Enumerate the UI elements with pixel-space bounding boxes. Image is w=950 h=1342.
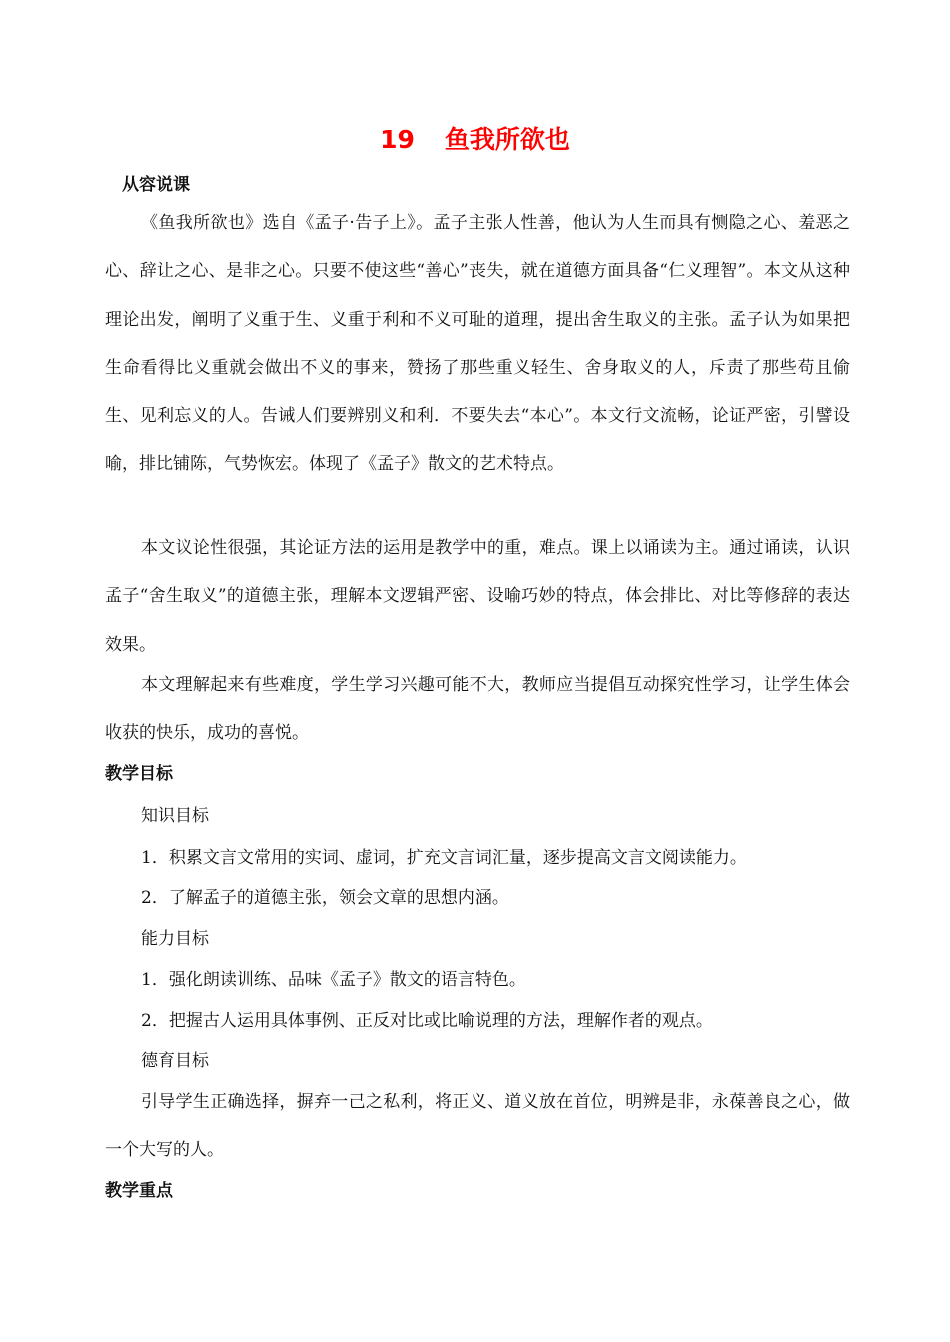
lesson-number: 19: [380, 125, 415, 154]
moral-goal-text: 引导学生正确选择，摒弃一己之私利，将正义、道义放在首位，明辨是非，永葆善良之心，做一个大写的人。: [105, 1092, 850, 1161]
ability-goals-label: 能力目标: [141, 929, 209, 949]
lesson-title: 鱼我所欲也: [444, 125, 570, 154]
knowledge-goal-item-2: 2．了解孟子的道德主张，领会文章的思想内涵。: [141, 888, 509, 908]
intro-paragraph-3: 本文理解起来有些难度，学生学习兴趣可能不大，教师应当提倡互动探究性学习，让学生体会收获的快乐，成功的喜悦。: [105, 675, 850, 744]
section-heading-focus: 教学重点: [105, 1181, 173, 1201]
moral-goals-label: 德育目标: [141, 1051, 209, 1071]
knowledge-goal-item-1: 1．积累文言文常用的实词、虚词，扩充文言词汇量，逐步提高文言文阅读能力。: [141, 848, 747, 868]
ability-goal-item-1: 1．强化朗读训练、品味《孟子》散文的语言特色。: [141, 970, 526, 990]
intro-paragraph-1: 《鱼我所欲也》选自《孟子·告子上》。孟子主张人性善，他认为人生而具有恻隐之心、羞恶之心、辞让之心、是非之心。只要不使这些“善心”丧失，就在道德方面具备“仁义理智”。本文从这种理论出发，阐明了义重于生、义重于利和不义可耻的道理，提出舍生取义的主张。孟子认为如果把生命看得比义重就会做出不义的事来，赞扬了那些重义轻生、舍身取义的人，斥责了那些苟且偷生、见利忘义的人。告诫人们要辨别义和利．不要失去“本心”。本文行文流畅，论证严密，引譬设喻，排比铺陈，气势恢宏。体现了《孟子》散文的艺术特点。: [105, 213, 850, 475]
page-title: [0, 122, 950, 158]
knowledge-goals-label: 知识目标: [141, 806, 209, 826]
intro-paragraph-2: 本文议论性很强，其论证方法的运用是教学中的重，难点。课上以诵读为主。通过诵读，认识孟子“舍生取义”的道德主张，理解本文逻辑严密、设喻巧妙的特点，体会排比、对比等修辞的表达效果。: [105, 538, 850, 655]
section-heading-intro: 从容说课: [122, 175, 190, 195]
ability-goal-item-2: 2．把握古人运用具体事例、正反对比或比喻说理的方法，理解作者的观点。: [141, 1011, 713, 1031]
section-heading-goals: 教学目标: [105, 764, 173, 784]
